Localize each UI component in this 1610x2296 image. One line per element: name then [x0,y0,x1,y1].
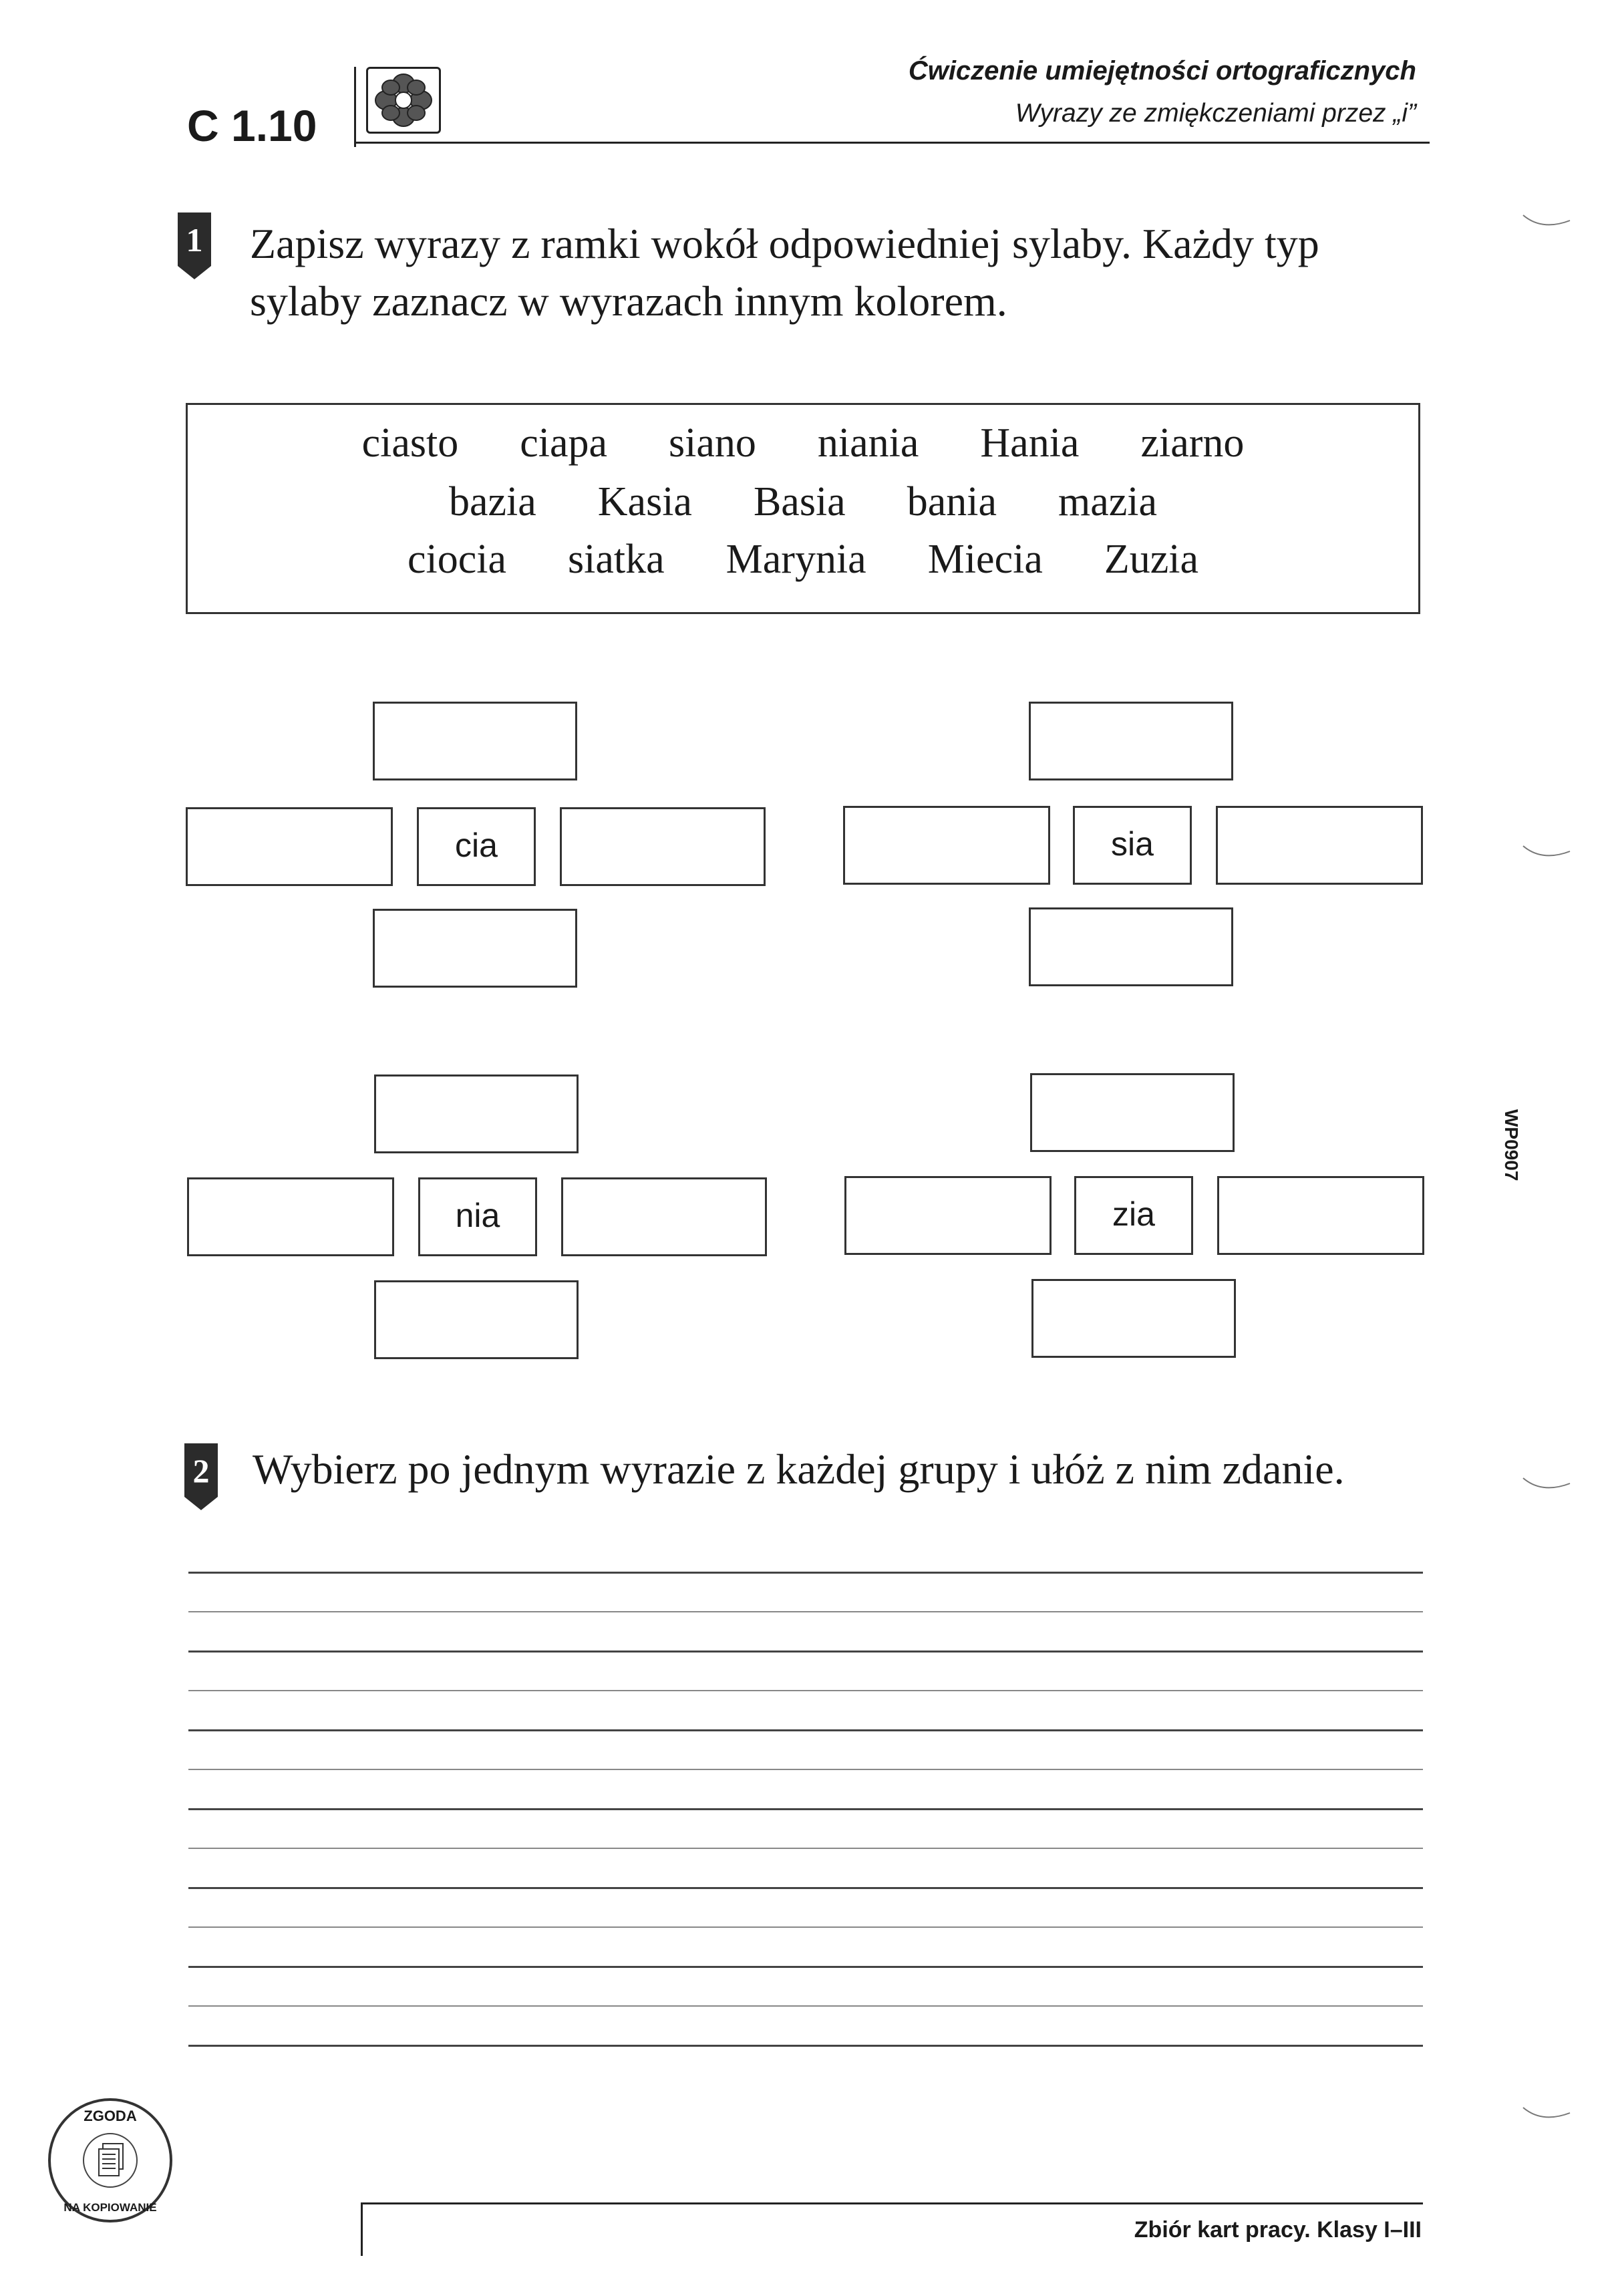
exercise-1-instruction-line-1: Zapisz wyrazy z ramki wokół odpowiedniej sylaby. Każdy typ [250,220,1319,267]
writing-line[interactable] [188,1966,1423,1968]
header-rule [354,142,1430,144]
writing-line[interactable] [188,2005,1423,2007]
writing-line[interactable] [188,1572,1423,1574]
word: Kasia [597,479,692,525]
writing-line[interactable] [188,1769,1423,1770]
word: ziarno [1140,420,1245,466]
exercise-1-instruction-line-2: sylaby zaznacz w wyrazach innym kolorem. [250,277,1007,325]
answer-box[interactable] [186,807,393,886]
syllable-box: cia [417,807,536,886]
word-bank-row [188,420,1418,467]
answer-box[interactable] [1029,907,1233,986]
word: siatka [568,537,665,582]
answer-box[interactable] [1216,806,1423,885]
exercise-2-badge [184,1443,218,1510]
writing-line[interactable] [188,1926,1423,1928]
answer-box[interactable] [1029,702,1233,780]
word: Basia [753,479,846,525]
header-title: Ćwiczenie umiejętności ortograficznych [908,56,1416,86]
exercise-1-instruction [250,215,1319,330]
syllable-box: sia [1073,806,1192,885]
catalog-code: WP0907 [1501,1109,1522,1181]
header-subtitle: Wyrazy ze zmiękczeniami przez „i” [1015,99,1416,128]
word: ciapa [520,420,608,466]
writing-line[interactable] [188,1808,1423,1810]
answer-box[interactable] [373,909,577,988]
stamp-bottom-text: NA KOPIOWANIE [63,2201,157,2214]
word-bank [186,403,1420,614]
copy-permission-stamp [48,2098,172,2222]
stamp-top-text: ZGODA [84,2108,137,2124]
syllable-box: zia [1074,1176,1193,1255]
writing-line[interactable] [188,2045,1423,2047]
exercise-2-instruction: Wybierz po jednym wyrazie z każdej grupy i ułóż z nim zdanie. [253,1445,1345,1493]
flower-icon [366,67,441,134]
word: mazia [1058,479,1157,525]
writing-line[interactable] [188,1887,1423,1889]
binder-mark [1522,1475,1571,1495]
header-divider [354,67,356,147]
exercise-2-number: 2 [192,1452,210,1489]
answer-box[interactable] [1030,1073,1235,1152]
word: Zuzia [1104,537,1198,582]
writing-line[interactable] [188,1729,1423,1731]
answer-box[interactable] [1217,1176,1424,1255]
word: Miecia [927,537,1043,582]
exercise-1-badge [178,212,211,279]
answer-box[interactable] [844,1176,1052,1255]
footer-rule [361,2202,1423,2204]
worksheet-code: C 1.10 [187,101,317,150]
answer-box[interactable] [374,1280,579,1359]
word: siano [669,420,756,466]
syllable-box: nia [418,1177,537,1256]
word-bank-row [188,536,1418,583]
answer-box[interactable] [561,1177,767,1256]
writing-line[interactable] [188,1848,1423,1849]
writing-line[interactable] [188,1651,1423,1653]
answer-box[interactable] [843,806,1050,885]
binder-mark [1522,2105,1571,2125]
footer-divider [361,2202,363,2256]
word: ciasto [361,420,459,466]
exercise-1-number: 1 [186,221,203,259]
footer-text: Zbiór kart pracy. Klasy I–III [1134,2217,1422,2243]
answer-box[interactable] [560,807,766,886]
word: niania [817,420,919,466]
word: Marynia [726,537,866,582]
word: bania [907,479,997,525]
word-bank-row [188,478,1418,526]
writing-line[interactable] [188,1690,1423,1691]
writing-line[interactable] [188,1611,1423,1612]
documents-icon [95,2142,127,2180]
word: Hania [980,420,1080,466]
binder-mark [1522,843,1571,863]
word: bazia [449,479,536,525]
answer-box[interactable] [187,1177,394,1256]
answer-box[interactable] [374,1074,579,1153]
word: ciocia [408,537,507,582]
answer-box[interactable] [373,702,577,780]
answer-box[interactable] [1031,1279,1236,1358]
binder-mark [1522,212,1571,233]
